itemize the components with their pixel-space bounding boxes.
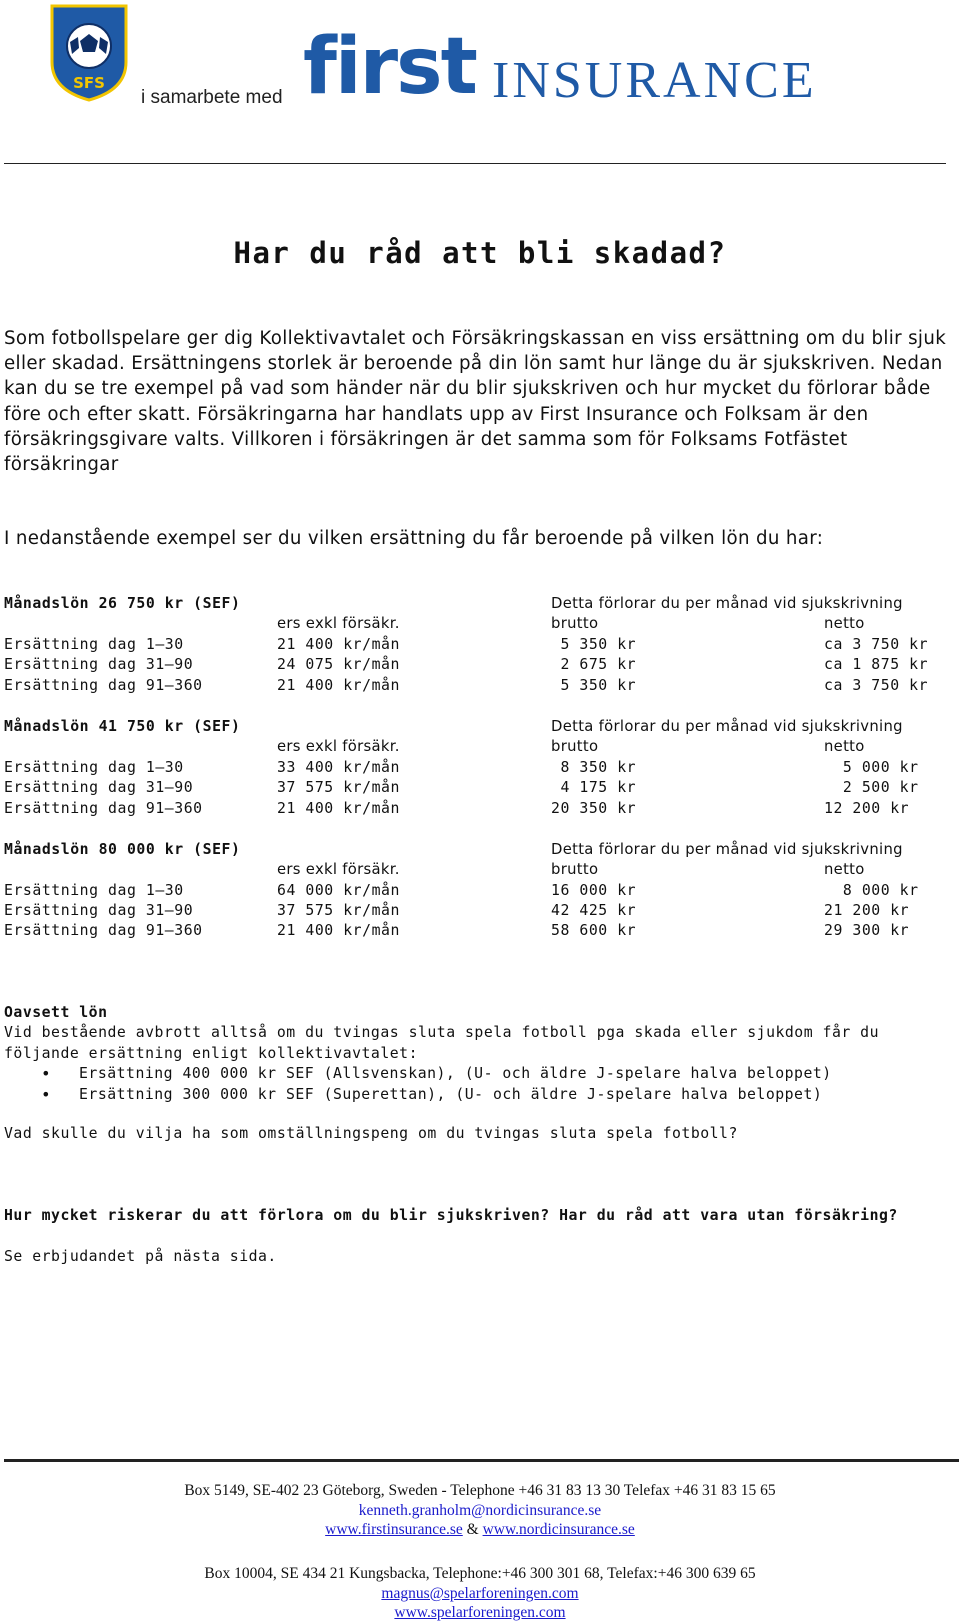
brutto-cell: 16 000 kr	[551, 881, 637, 899]
brutto-cell: 58 600 kr	[551, 922, 637, 940]
period-cell: Ersättning dag 91–360	[4, 799, 203, 817]
footer-divider	[4, 1459, 959, 1462]
risk-question: Hur mycket riskerar du att förlora om du blir sjukskriven? Har du råd att vara utan försäkring?	[4, 1207, 898, 1224]
netto-cell: ca 3 750 kr	[824, 676, 929, 694]
footer-email-link[interactable]: magnus@spelarforeningen.com	[381, 1584, 579, 1602]
ers-cell: 21 400 kr/mån	[277, 922, 400, 940]
period-cell: Ersättning dag 31–90	[4, 902, 194, 920]
period-cell: Ersättning dag 91–360	[4, 922, 203, 940]
netto-cell: 21 200 kr	[824, 902, 910, 920]
netto-cell: 12 200 kr	[824, 799, 910, 817]
offer-text: Se erbjudandet på nästa sida.	[4, 1248, 277, 1265]
spelarforeningen-link[interactable]: www.spelarforeningen.com	[394, 1604, 566, 1621]
period-cell: Ersättning dag 31–90	[4, 779, 194, 797]
ers-cell: 21 400 kr/mån	[277, 799, 400, 817]
ers-cell: 37 575 kr/mån	[277, 779, 400, 797]
example-block-2	[4, 717, 954, 819]
period-cell: Ersättning dag 1–30	[4, 635, 184, 653]
period-cell: Ersättning dag 91–360	[4, 676, 203, 694]
list-item: • Ersättning 300 000 kr SEF (Superettan), (U- och äldre J-spelare halva beloppet)	[4, 1085, 959, 1105]
samarbete-text: i samarbete med	[141, 87, 283, 108]
col-netto: netto	[824, 738, 865, 756]
netto-cell: 8 000 kr	[824, 881, 919, 899]
ers-cell: 64 000 kr/mån	[277, 881, 400, 899]
oavsett-section	[4, 1003, 959, 1105]
col-ers: ers exkl försäkr.	[277, 738, 400, 756]
brutto-cell: 42 425 kr	[551, 902, 637, 920]
col-ers: ers exkl försäkr.	[277, 615, 400, 633]
footer-address-line: Box 5149, SE-402 23 Göteborg, Sweden - Telephone +46 31 83 13 30 Telefax +46 31 83 15 65	[184, 1482, 776, 1499]
netto-cell: 5 000 kr	[824, 758, 919, 776]
ers-cell: 24 075 kr/mån	[277, 656, 400, 674]
table-row	[4, 676, 954, 696]
col-brutto: brutto	[551, 861, 599, 879]
list-item: • Ersättning 400 000 kr SEF (Allsvenskan), (U- och äldre J-spelare halva beloppet)	[4, 1064, 959, 1084]
brutto-cell: 20 350 kr	[551, 799, 637, 817]
footer-address-line: Box 10004, SE 434 21 Kungsbacka, Telephone:+46 300 301 68, Telefax:+46 300 639 65	[204, 1565, 756, 1582]
loss-heading: Detta förlorar du per månad vid sjukskrivning	[551, 595, 903, 612]
period-cell: Ersättning dag 31–90	[4, 656, 194, 674]
ers-cell: 37 575 kr/mån	[277, 902, 400, 920]
table-row	[4, 758, 954, 778]
intro-paragraph: Som fotbollspelare ger dig Kollektivavtalet och Försäkringskassan en viss ersättning om du blir sjuk eller skadad. Ersättningens storlek är beroende på din lön samt hur länge du är sjukskriven. Nedan kan du se tre exempel på vad som händer när du blir sjukskriven och hur mycket du förlorar både före och efter skatt. Försäkringarna har handlats upp av First Insurance och Folksam är den försäkringsgivare valts. Villkoren i försäkringen är det samma som för Folksams Fotfästet försäkringar	[4, 328, 947, 476]
loss-heading: Detta förlorar du per månad vid sjukskrivning	[551, 717, 903, 735]
col-netto: netto	[824, 861, 865, 879]
brutto-cell: 4 175 kr	[551, 779, 637, 797]
ers-cell: 21 400 kr/mån	[277, 676, 400, 694]
header-divider	[4, 163, 946, 164]
brand-first: first	[303, 22, 476, 112]
col-brutto: brutto	[551, 738, 599, 756]
col-ers: ers exkl försäkr.	[277, 861, 400, 879]
salary-heading: Månadslön 41 750 kr (SEF)	[4, 717, 241, 735]
omstallning-question: Vad skulle du vilja ha som omställningspeng om du tvingas sluta spela fotboll?	[4, 1125, 738, 1142]
firstinsurance-link[interactable]: www.firstinsurance.se	[325, 1521, 463, 1538]
table-row	[4, 778, 954, 798]
examples-section	[4, 594, 954, 963]
oavsett-bullets	[4, 1064, 959, 1105]
footer-address-goteborg	[0, 1481, 960, 1540]
table-row	[4, 655, 954, 675]
page-title: Har du råd att bli skadad?	[233, 236, 727, 270]
period-cell: Ersättning dag 1–30	[4, 881, 184, 899]
brutto-cell: 5 350 kr	[551, 635, 637, 653]
brutto-cell: 2 675 kr	[551, 656, 637, 674]
table-row	[4, 635, 954, 655]
ers-cell: 33 400 kr/mån	[277, 758, 400, 776]
table-row	[4, 901, 954, 921]
ampersand: &	[466, 1521, 479, 1538]
brutto-cell: 8 350 kr	[551, 758, 637, 776]
ers-cell: 21 400 kr/mån	[277, 635, 400, 653]
footer-address-kungsbacka	[0, 1564, 960, 1623]
salary-heading: Månadslön 26 750 kr (SEF)	[4, 595, 241, 612]
svg-text:SFS: SFS	[73, 74, 105, 92]
intro-example-line: I nedanstående exempel ser du vilken ersättning du får beroende på vilken lön du har:	[4, 528, 824, 549]
salary-heading: Månadslön 80 000 kr (SEF)	[4, 840, 241, 858]
oavsett-heading: Oavsett lön	[4, 1004, 108, 1021]
example-block-1	[4, 594, 954, 696]
example-block-3	[4, 840, 954, 942]
col-netto: netto	[824, 615, 865, 633]
table-row	[4, 881, 954, 901]
table-row	[4, 799, 954, 819]
sfs-logo	[46, 2, 132, 106]
netto-cell: ca 1 875 kr	[824, 656, 929, 674]
netto-cell: 29 300 kr	[824, 922, 910, 940]
nordicinsurance-link[interactable]: www.nordicinsurance.se	[482, 1521, 635, 1538]
netto-cell: ca 3 750 kr	[824, 635, 929, 653]
oavsett-text: Vid bestående avbrott alltså om du tvingas sluta spela fotboll pga skada eller sjukdom får du följande ersättning enligt kollektivavtalet:	[4, 1024, 879, 1062]
table-row	[4, 921, 954, 941]
footer-email-link[interactable]: kenneth.granholm@nordicinsurance.se	[358, 1501, 602, 1519]
header	[0, 0, 960, 160]
col-brutto: brutto	[551, 615, 599, 633]
brand-insurance: INSURANCE	[492, 52, 817, 109]
netto-cell: 2 500 kr	[824, 779, 919, 797]
brutto-cell: 5 350 kr	[551, 676, 637, 694]
period-cell: Ersättning dag 1–30	[4, 758, 184, 776]
loss-heading: Detta förlorar du per månad vid sjukskrivning	[551, 840, 903, 858]
